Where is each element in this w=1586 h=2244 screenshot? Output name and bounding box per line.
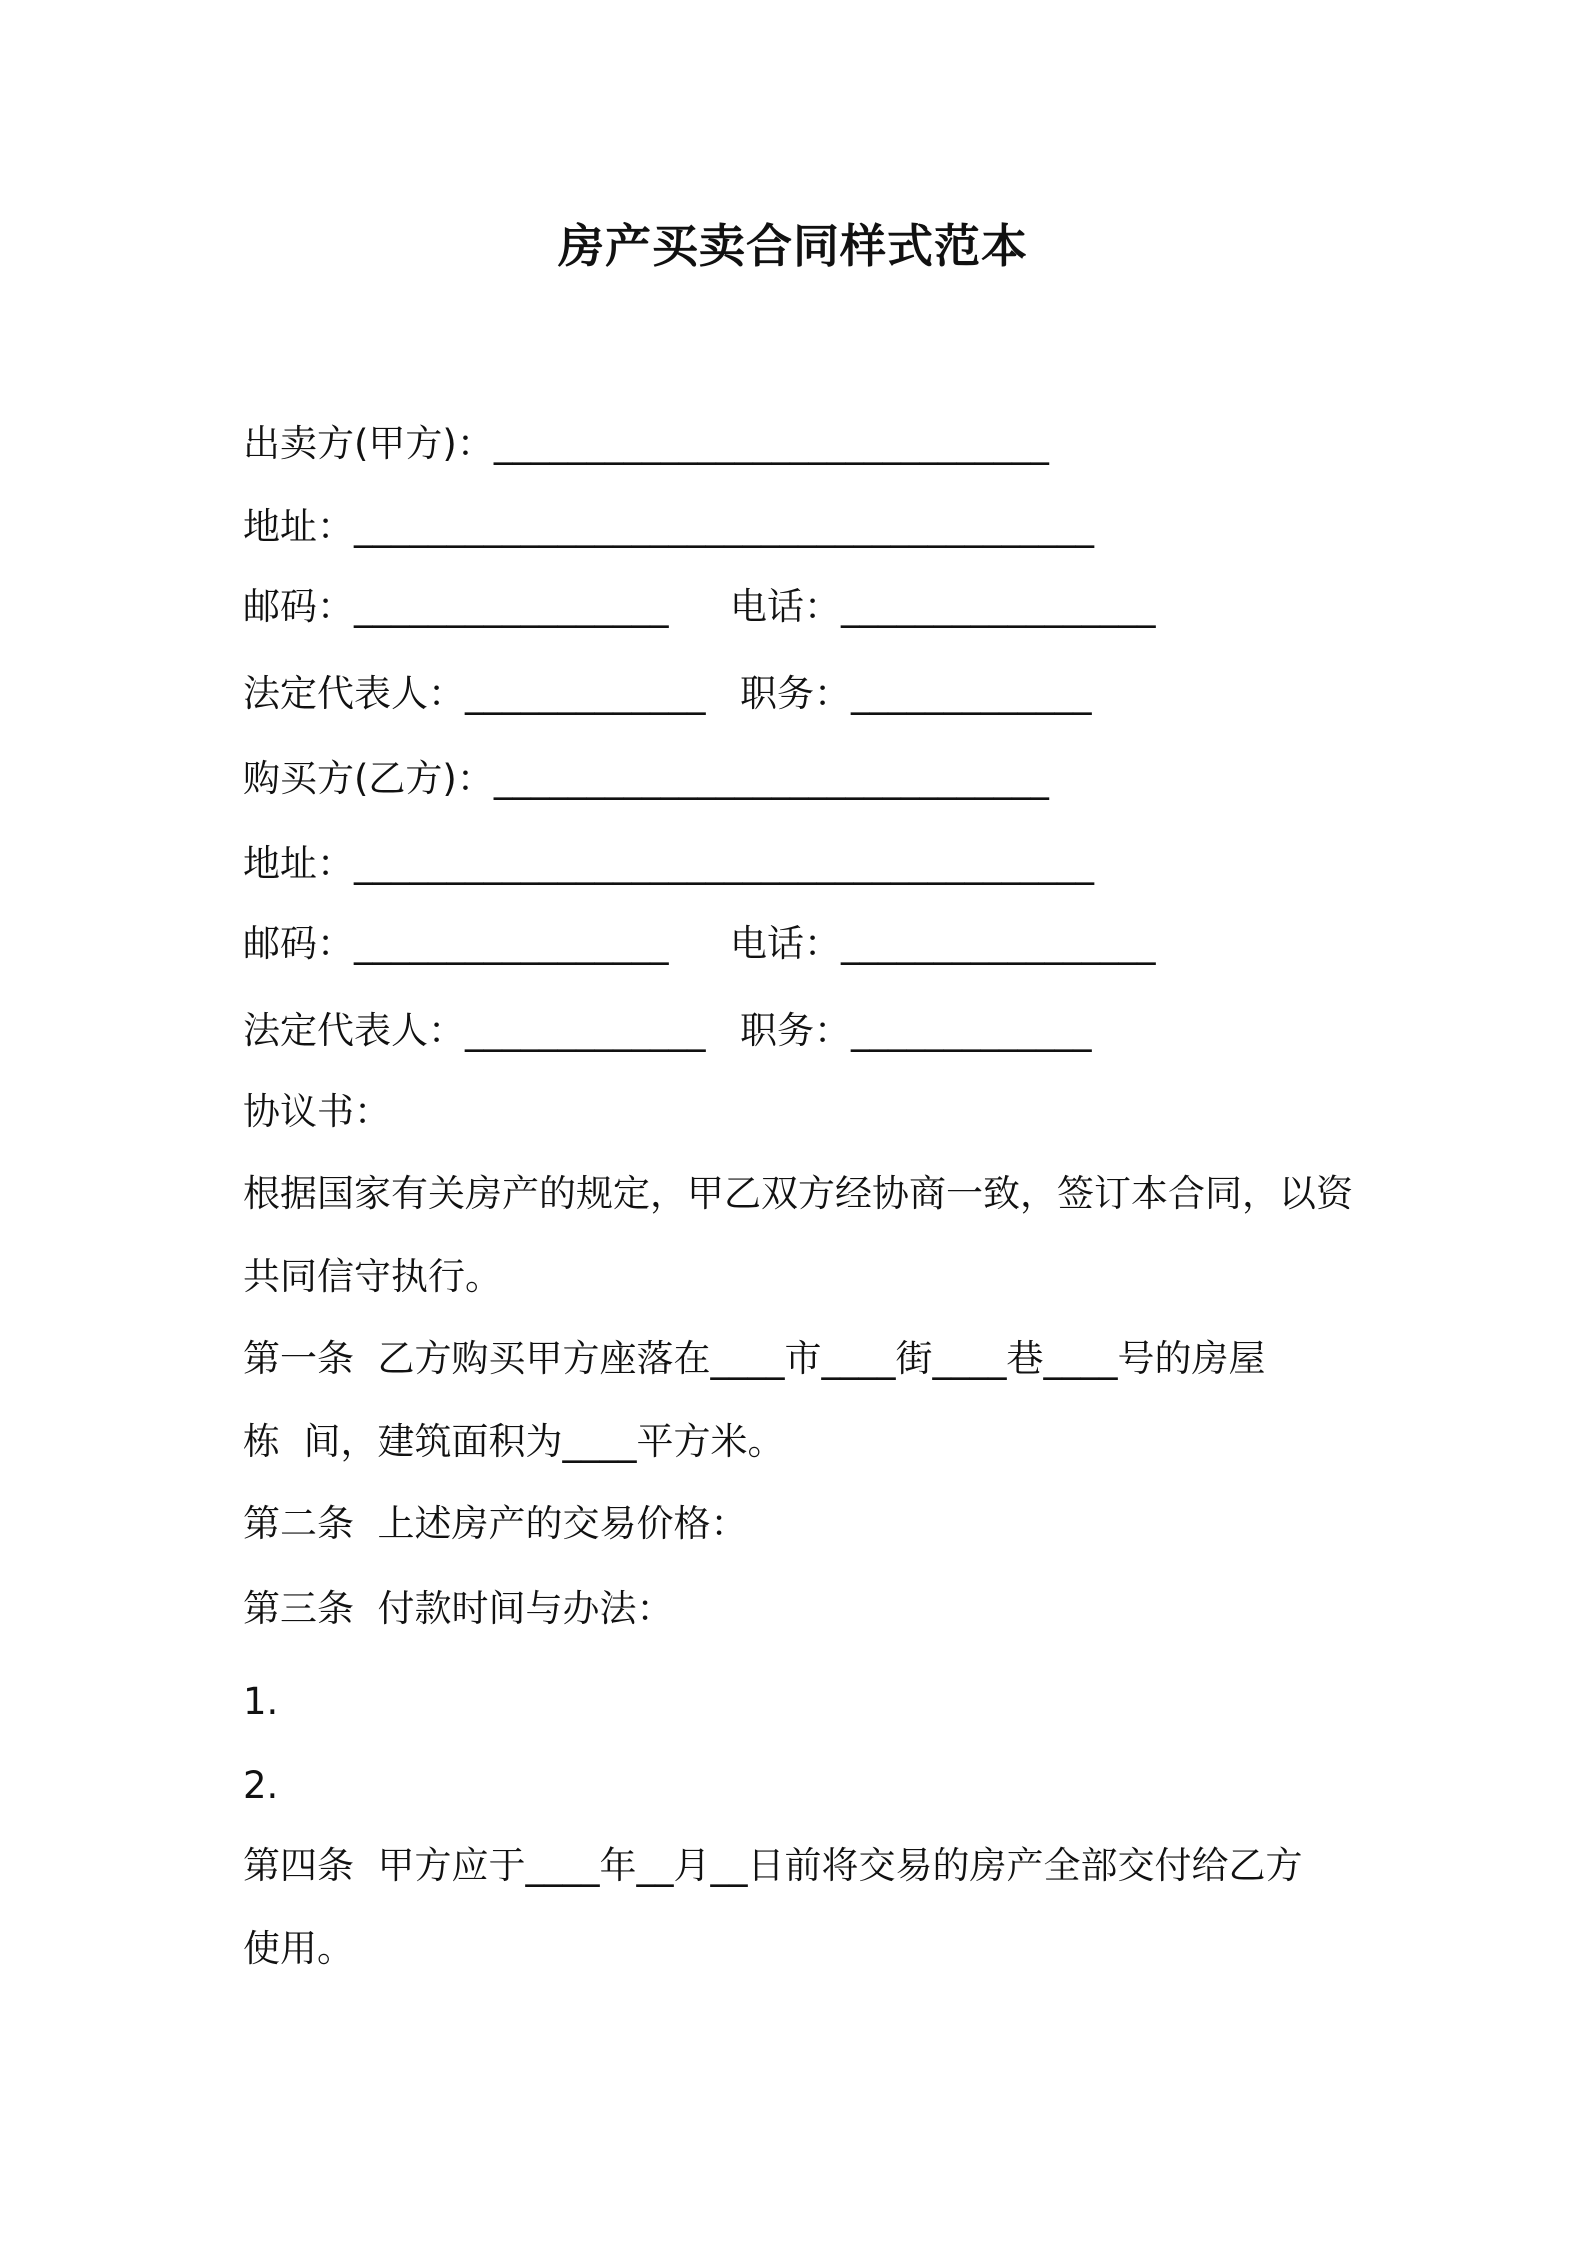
buyer-position-line: 职务：_____________ (740, 1009, 1092, 1052)
agreement-heading: 协议书： (243, 1090, 391, 1133)
payment-item-1: 1. (243, 1680, 279, 1723)
seller-postcode-line: 邮码：_________________ (243, 585, 669, 628)
buyer-phone-line: 电话：_________________ (730, 922, 1156, 965)
seller-representative-line: 法定代表人：_____________ (243, 672, 706, 715)
buyer-line: 购买方(乙方)：______________________________ (243, 757, 1049, 800)
seller-phone-line: 电话：_________________ (730, 585, 1156, 628)
article-1-line-1: 第一条 乙方购买甲方座落在____市____街____巷____号的房屋 (243, 1337, 1266, 1380)
article-1-line-2: 栋 间，建筑面积为____平方米。 (243, 1420, 785, 1463)
agreement-intro-line-2: 共同信守执行。 (243, 1255, 502, 1298)
article-2: 第二条 上述房产的交易价格： (243, 1502, 748, 1545)
article-4-line-2: 使用。 (243, 1927, 354, 1970)
article-4-line-1: 第四条 甲方应于____年__月__日前将交易的房产全部交付给乙方 (243, 1844, 1303, 1887)
seller-position-line: 职务：_____________ (740, 672, 1092, 715)
payment-item-2: 2. (243, 1764, 279, 1807)
seller-address-line: 地址：________________________________________ (243, 505, 1094, 548)
buyer-address-line: 地址：________________________________________ (243, 842, 1094, 885)
seller-line: 出卖方(甲方)：______________________________ (243, 422, 1049, 465)
article-3: 第三条 付款时间与办法： (243, 1587, 674, 1630)
buyer-representative-line: 法定代表人：_____________ (243, 1009, 706, 1052)
agreement-intro-line-1: 根据国家有关房产的规定，甲乙双方经协商一致，签订本合同，以资 (243, 1172, 1353, 1215)
document-title: 房产买卖合同样式范本 (558, 219, 1028, 273)
buyer-postcode-line: 邮码：_________________ (243, 922, 669, 965)
